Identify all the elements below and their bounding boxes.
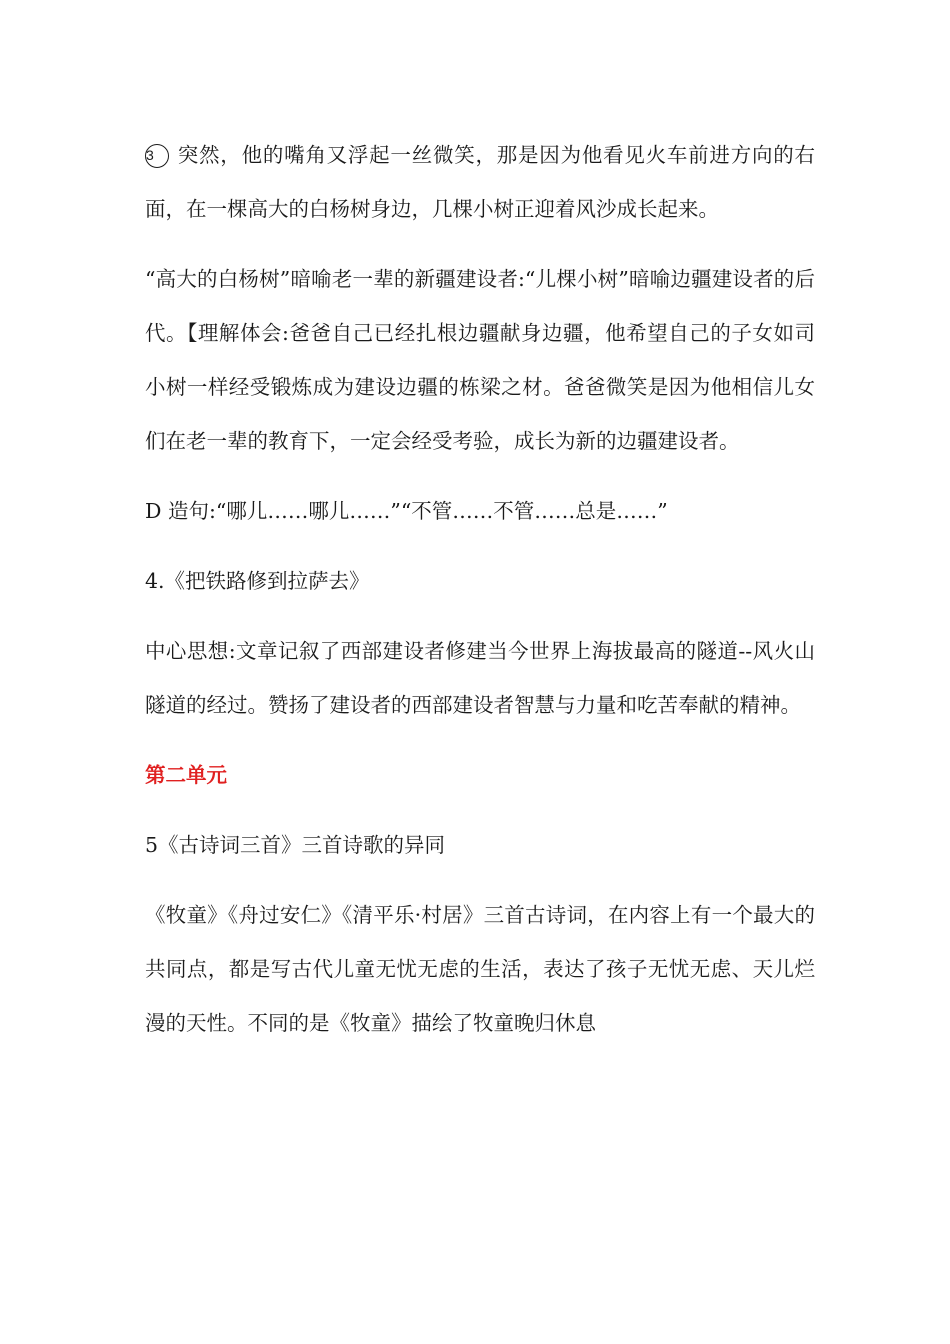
paragraph-metaphor-explanation: “高大的白杨树”暗喻老一辈的新疆建设者:“儿棵小树”暗喻边疆建设者的后代。【理解体会:爸爸自己已经扎根边疆献身边疆，他希望自己的子女如司小树一样经受锻炼成为建设边疆的栋梁之材。爸爸微笑是因为他相信儿女们在老一辈的教育下，一定会经受考验，成长为新的边疆建设者。 <box>145 267 815 453</box>
paragraph-sentence-analysis <box>145 128 815 236</box>
circled-number-marker: 3 <box>145 144 169 168</box>
paragraph-text: 突然，他的嘴角又浮起一丝微笑，那是因为他看见火车前进方向的右面，在一棵高大的白杨树身边，几棵小树正迎着风沙成长起来。 <box>145 143 815 221</box>
lesson-title-5: 5《古诗词三首》三首诗歌的异同 <box>145 833 446 857</box>
unit-heading: 第二单元 <box>145 763 227 787</box>
paragraph-sentence-making: D 造句:“哪儿……哪儿……”“不管……不管……总是……” <box>145 499 668 523</box>
paragraph-central-idea: 中心思想:文章记叙了西部建设者修建当今世界上海拔最高的隧道--风火山隧道的经过。赞扬了建设者的西部建设者智慧与力量和吃苦奉献的精神。 <box>145 639 815 717</box>
lesson-title-4: 4.《把铁路修到拉萨去》 <box>145 569 370 593</box>
paragraph-poem-comparison: 《牧童》《舟过安仁》《清平乐·村居》三首古诗词，在内容上有一个最大的共同点，都是写古代儿童无忧无虑的生活，表达了孩子无忧无虑、天儿烂漫的天性。不同的是《牧童》描绘了牧童晚归休息 <box>145 903 815 1035</box>
document-page <box>145 128 815 1050</box>
